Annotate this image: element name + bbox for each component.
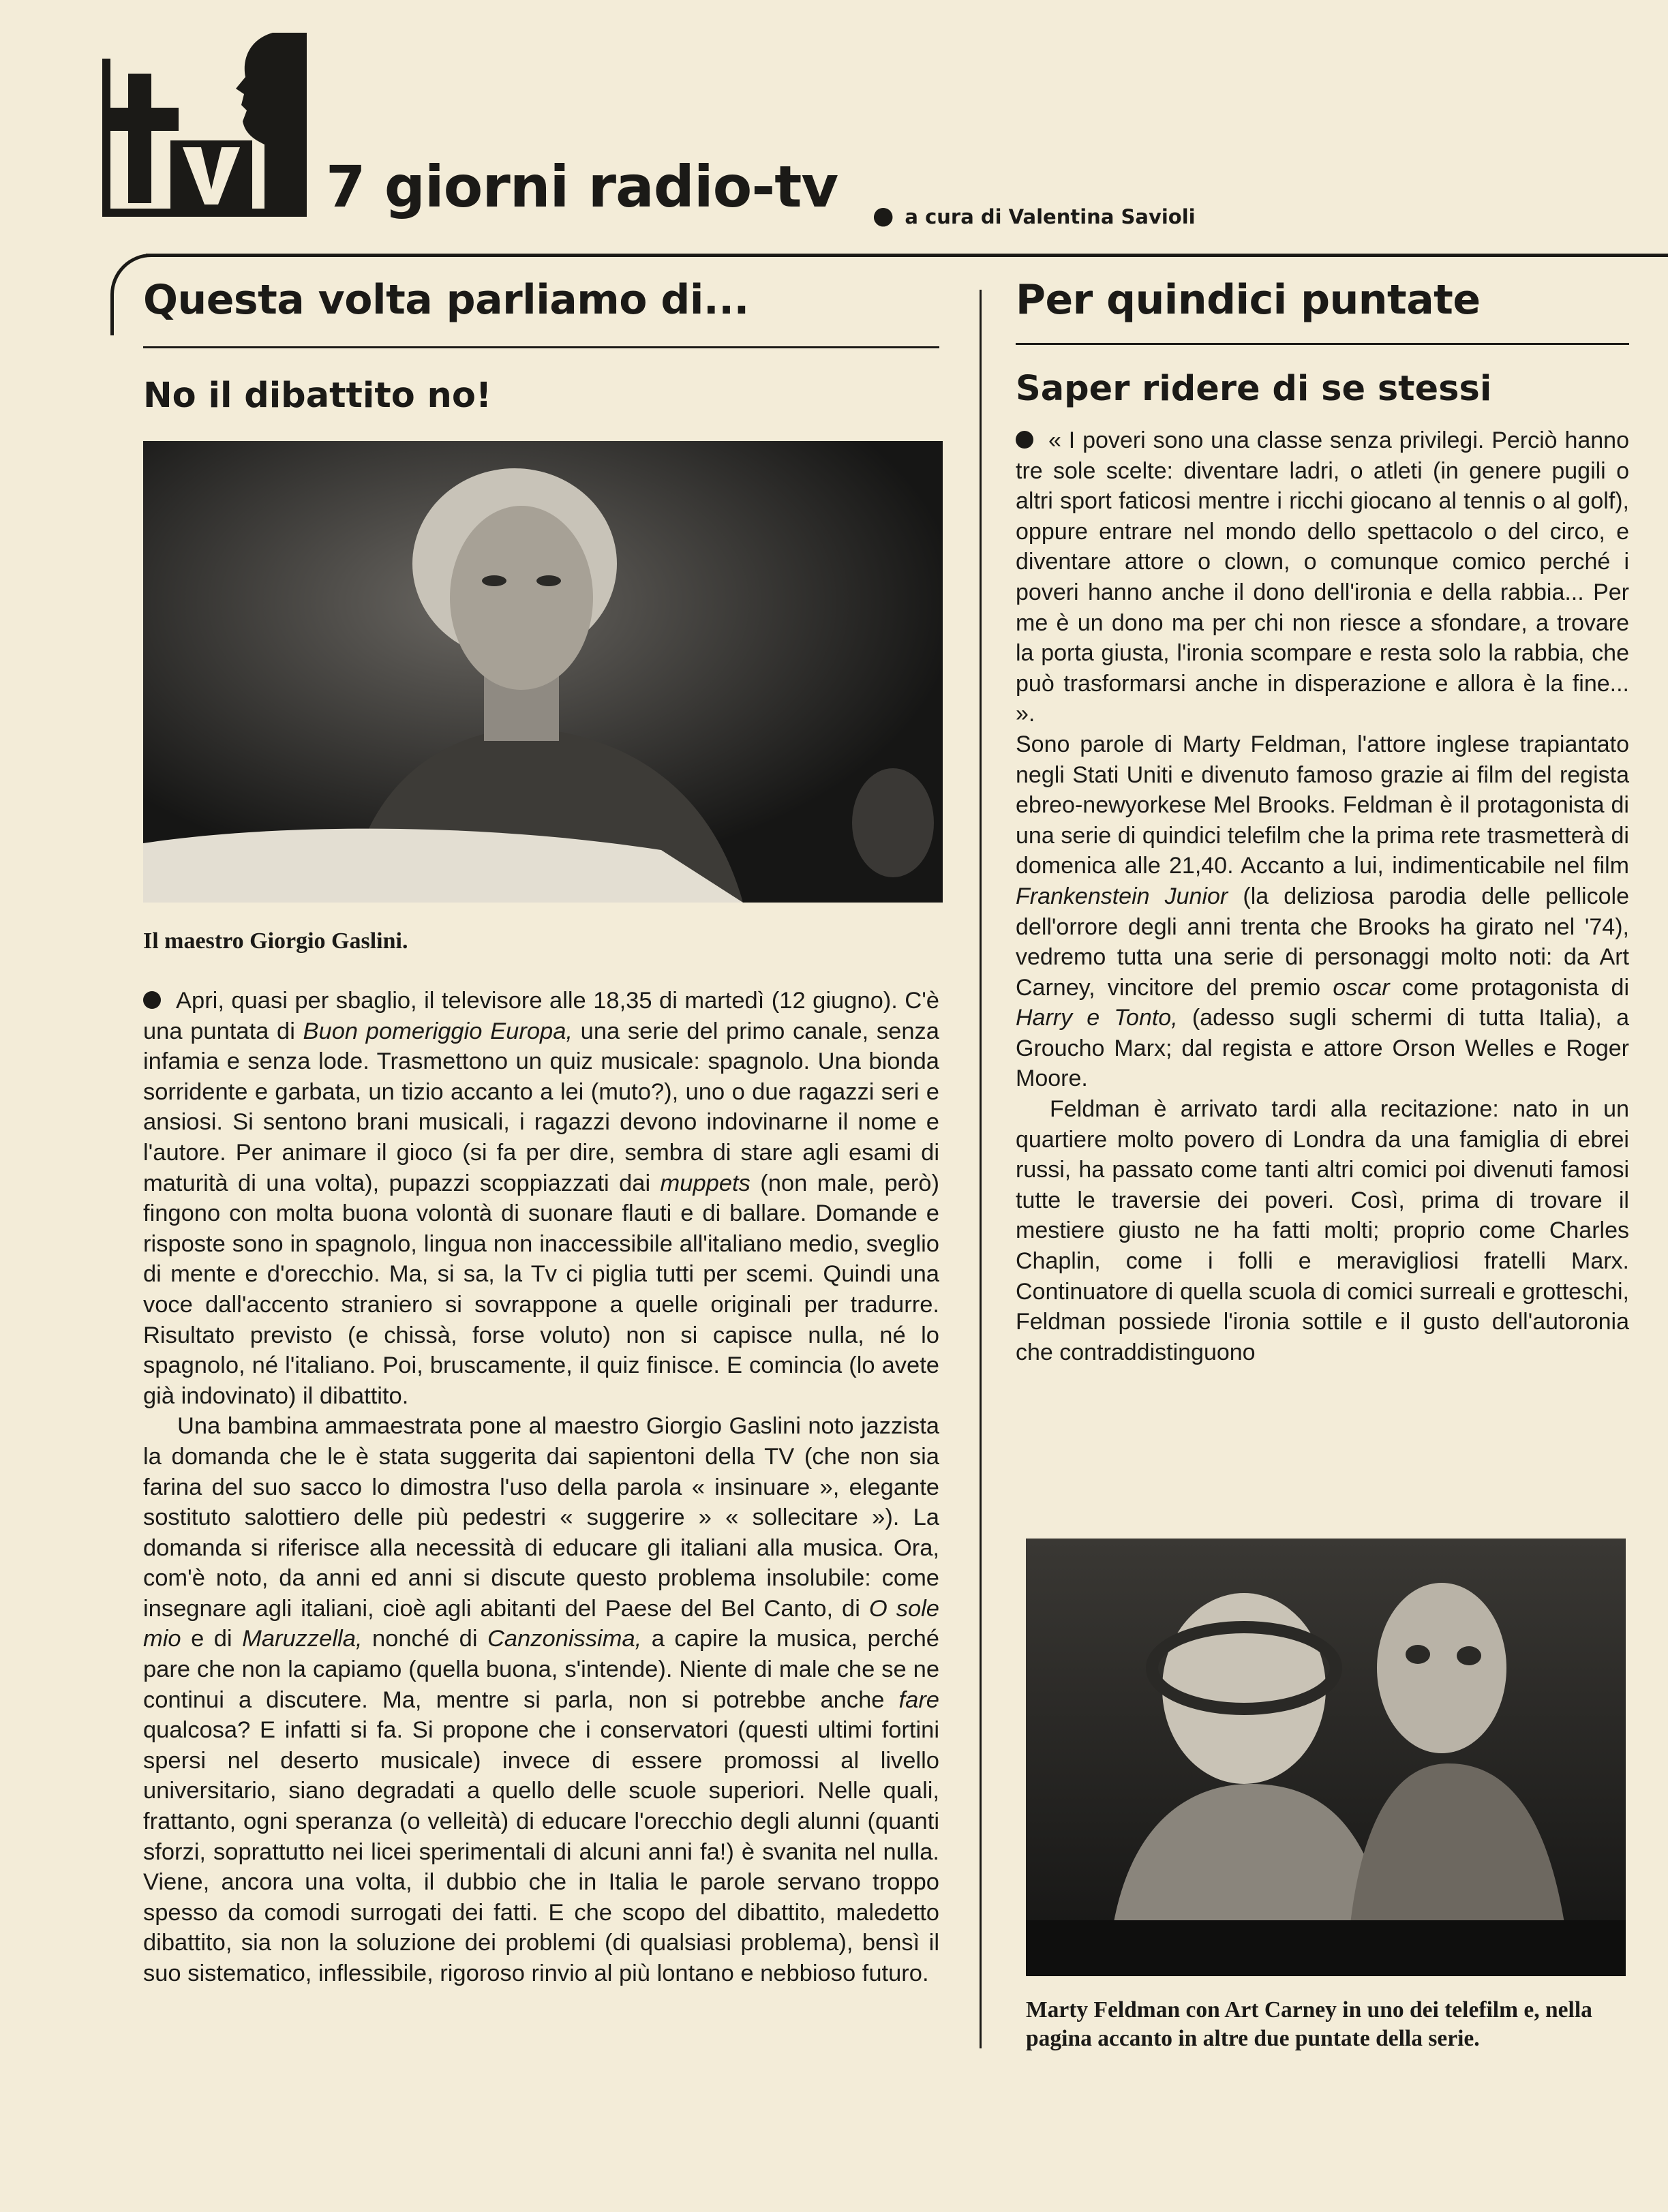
left-paragraph-1: Apri, quasi per sbaglio, il televisore alle 18,35 di martedì (12 giugno). C'è una puntata di Buon pomeriggio Europa, una serie del primo canale, senza infamia e senza lode. Trasmettono un quiz musicale: spagnolo. Una bionda sorridente e garbata, un tizio accanto a lei (muto?), uno o due ragazzi seri e ansiosi. Si sentono brani musicali, i ragazzi devono indovinarne il nome e l'autore. Per animare il gioco (si fa per dire, sembra di stare agli esami di maturità di una volta), pupazzi scoppiazzati dai muppets (non male, però) fingono con molta buona volontà di suonare flauti e di ballare. Domande e risposte sono in spagnolo, lingua non inaccessibile all'italiano medio, sveglio di mente e d'orecchio. Ma, si sa, la Tv ci piglia tutti per scemi. Quindi una voce dall'accento straniero si sovrappone a quelle originali per tradurre. Risultato previsto (e chissà, forse voluto) non si capisce nulla, né lo spagnolo, né l'italiano. Poi, bruscamente, il quiz finisce. E comincia (lo avete già indovinato) il dibattito. <box>143 988 939 1409</box>
credit-text: a cura di Valentina Savioli <box>905 205 1196 228</box>
right-section-title: Per quindici puntate <box>1016 276 1481 324</box>
left-subtitle: No il dibattito no! <box>143 376 492 416</box>
left-photo-caption: Il maestro Giorgio Gaslini. <box>143 928 408 954</box>
bullet-icon <box>1016 431 1033 449</box>
feldman-carney-photo <box>1026 1539 1626 1976</box>
tv-logo <box>102 33 307 224</box>
gaslini-photo <box>143 441 943 903</box>
masthead-credit <box>873 202 1196 230</box>
right-subtitle: Saper ridere di se stessi <box>1016 369 1492 409</box>
top-rule <box>146 254 1668 257</box>
right-article-body <box>1016 425 1629 1367</box>
right-photo-caption: Marty Feldman con Art Carney in uno dei telefilm e, nella pagina accanto in altre due puntate della serie. <box>1026 1997 1592 2051</box>
left-section-title: Questa volta parliamo di... <box>143 276 749 324</box>
right-section-rule <box>1016 343 1629 345</box>
column-divider <box>980 290 982 2048</box>
left-article-body <box>143 986 939 1989</box>
masthead-title: 7 giorni radio-tv <box>326 153 838 220</box>
right-paragraph-2: Sono parole di Marty Feldman, l'attore inglese trapiantato negli Stati Uniti e divenuto famoso grazie ai film del regista ebreo-newyorkese Mel Brooks. Feldman è il protagonista di una serie di quindici telefilm che la prima rete trasmetterà di domenica alle 21,40. Accanto a lui, indimenticabile nel film Frankenstein Junior (la deliziosa parodia delle pellicole dell'orrore degli anni trenta che Brooks ha girato nel '74), vedremo tutta una serie di personaggi molto noti: da Art Carney, vincitore del premio oscar come protagonista di Harry e Tonto, (adesso sugli schermi di tutta Italia), a Groucho Marx; dal regista e attore Orson Welles e Roger Moore. <box>1016 731 1630 1092</box>
bullet-icon: ● <box>873 202 894 230</box>
bullet-icon <box>143 991 161 1009</box>
left-paragraph-2: Una bambina ammaestrata pone al maestro Giorgio Gaslini noto jazzista la domanda che le è stata suggerita dai sapientoni della TV (che non sia farina del suo sacco lo dimostra l'uso della parola « insinuare », elegante sostituto salottiero delle più pedestri « suggerire » « sollecitare »). La domanda si riferisce alla necessità di educare gli italiani alla musica. Ora, com'è noto, da anni ed anni si discute questo problema insolubile: come insegnare agli italiani, cioè agli abitanti del Paese del Bel Canto, di O sole mio e di Maruzzella, nonché di Canzonissima, a capire la musica, perché pare che non la capiamo (quella buona, s'intende). Niente di male che se ne continui a discutere. Ma, mentre si parla, non si potrebbe anche fare qualcosa? E infatti si fa. Si propone che i conservatori (questi ultimi fortini spersi nel deserto musicale) invece di essere promossi al livello universitario, siano degradati a quello delle scuole superiori. Nelle quali, frattanto, ogni speranza (o velleità) di educare l'orecchio degli alunni (quanti sforzi, soprattutto nei licei sperimentali di alcuni anni fa!) è svanita nel nulla. Viene, ancora una volta, il dubbio che in Italia le parole servano troppo spesso da comodi surrogati dei fatti. E che scopo del dibattito, maledetto dibattito, sia non la soluzione dei problemi (di qualsiasi problema), bensì il suo sistematico, inflessibile, rigoroso rinvio al più lontano e nebbioso futuro. <box>143 1413 939 1986</box>
left-section-rule <box>143 346 939 348</box>
right-paragraph-1: « I poveri sono una classe senza privilegi. Perciò hanno tre sole scelte: diventare ladri, o atleti (in genere pugili o altri sport faticosi mentre i ricchi giocano al tennis o al golf), oppure entrare nel mondo dello spettacolo o del circo, e diventare attore o clown, o comunque comico perché i poveri hanno anche il dono dell'ironia e della rabbia... Per me è un dono ma per chi non riesce a sfondare, a trovare la porta giusta, l'ironia scompare e resta solo la rabbia, che può trasformarsi anche in disperazione e allora è la fine... ». <box>1016 427 1629 727</box>
right-paragraph-3: Feldman è arrivato tardi alla recitazione: nato in un quartiere molto povero di Londra da una famiglia di ebrei russi, ha passato come tanti altri comici poi divenuti famosi tutte le traversie dei poveri. Così, prima di trovare il mestiere giusto ne ha fatti molti; proprio come Charles Chaplin, come i folli e meravigliosi fratelli Marx. Continuatore di quella scuola di comici surreali e grotteschi, Feldman possiede l'ironia sottile e il gusto dell'autoronia che contraddistinguono <box>1016 1096 1629 1365</box>
